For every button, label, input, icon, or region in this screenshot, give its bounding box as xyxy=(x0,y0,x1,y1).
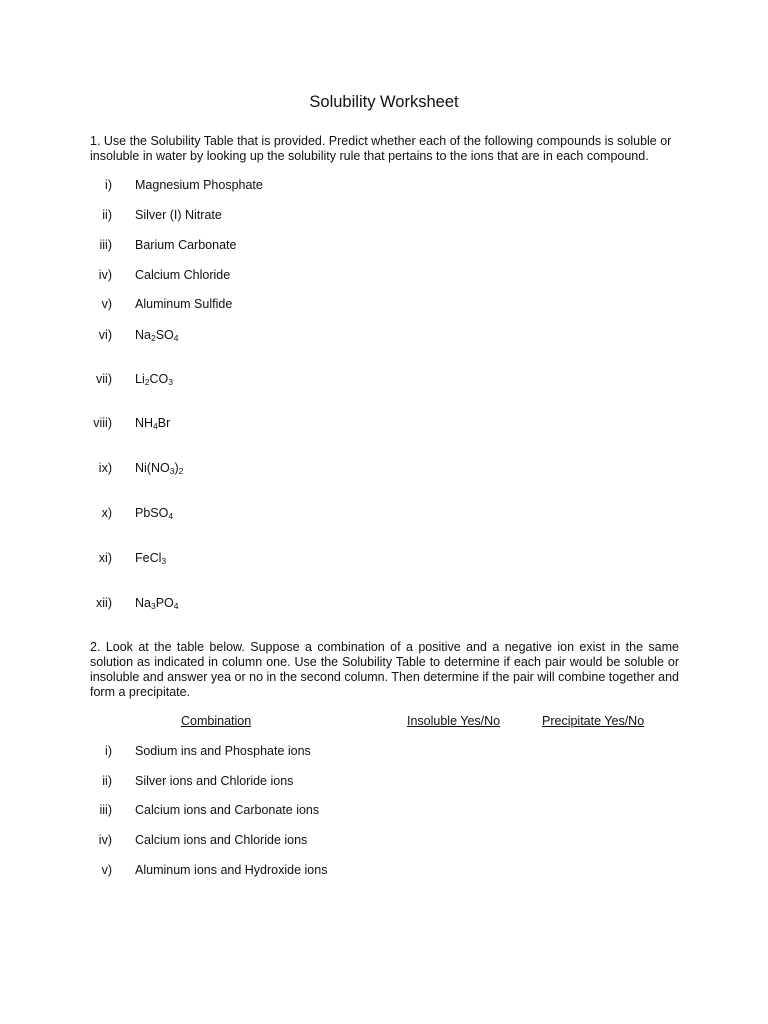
combination-row xyxy=(0,744,768,760)
insoluble-header: Insoluble Yes/No xyxy=(407,714,501,728)
item-number: vii) xyxy=(96,372,112,386)
compound-name xyxy=(135,596,179,610)
question-1-instructions: 1. Use the Solubility Table that is provided. Predict whether each of the following compounds is soluble or insoluble in water by looking up the solubility rule that pertains to the ions that are in each compound. xyxy=(90,134,672,163)
compound-name xyxy=(135,506,173,520)
row-number: iv) xyxy=(98,833,112,847)
formula-text: Na xyxy=(135,596,151,610)
subscript: 4 xyxy=(173,333,179,343)
compound-item xyxy=(0,208,768,224)
formula-text: Magnesium Phosphate xyxy=(135,178,263,192)
precipitate-header: Precipitate Yes/No xyxy=(542,714,645,728)
formula-text: CO xyxy=(149,372,169,386)
subscript: 2 xyxy=(178,466,184,476)
combination-row xyxy=(0,863,768,879)
formula-text: ) xyxy=(174,461,179,475)
item-number: iv) xyxy=(98,268,112,282)
ion-combination: Sodium ins and Phosphate ions xyxy=(135,744,311,758)
combination-row xyxy=(0,803,768,819)
combination-header: Combination xyxy=(181,714,252,728)
subscript: 4 xyxy=(173,601,179,611)
item-number: iii) xyxy=(99,238,112,252)
compound-item xyxy=(0,461,768,477)
compound-item xyxy=(0,596,768,612)
compound-name xyxy=(135,178,263,192)
formula-text: Li xyxy=(135,372,145,386)
formula-text: Na xyxy=(135,328,151,342)
item-number: vi) xyxy=(98,328,112,342)
compound-name xyxy=(135,372,173,386)
formula-text: Barium Carbonate xyxy=(135,238,237,252)
compound-item xyxy=(0,372,768,388)
question-2-instructions: 2. Look at the table below. Suppose a combination of a positive and a negative ion exist in the same solution as indicated in column one. Use the Solubility Table to determine if each pair would be soluble or insoluble and answer yea or no in the second column. Then determine if the pair will combine together and form a precipitate. xyxy=(90,640,680,699)
formula-text: PbSO xyxy=(135,506,169,520)
compound-name xyxy=(135,551,166,565)
compound-name xyxy=(135,461,183,475)
ion-combination: Aluminum ions and Hydroxide ions xyxy=(135,863,328,877)
row-number: i) xyxy=(105,744,112,758)
compound-item xyxy=(0,551,768,567)
subscript: 4 xyxy=(168,511,174,521)
compound-name xyxy=(135,208,222,222)
subscript: 4 xyxy=(153,421,158,431)
compound-name xyxy=(135,238,236,252)
formula-text: NH xyxy=(135,416,154,430)
compound-item xyxy=(0,506,768,522)
row-number: v) xyxy=(101,863,112,877)
worksheet-title: Solubility Worksheet xyxy=(309,93,459,111)
item-number: x) xyxy=(101,506,112,520)
row-number: ii) xyxy=(102,774,112,788)
compound-name xyxy=(135,268,230,282)
item-number: v) xyxy=(101,297,112,311)
subscript: 3 xyxy=(161,556,167,566)
item-number: xi) xyxy=(98,551,112,565)
combination-row xyxy=(0,833,768,849)
item-number: xii) xyxy=(96,596,112,610)
row-number: iii) xyxy=(99,803,112,817)
subscript: 3 xyxy=(150,601,156,611)
formula-text: SO xyxy=(155,328,174,342)
combination-row xyxy=(0,774,768,790)
formula-text: Br xyxy=(157,416,171,430)
subscript: 3 xyxy=(169,466,175,476)
compound-item xyxy=(0,238,768,254)
subscript: 3 xyxy=(168,377,173,387)
formula-text: Calcium Chloride xyxy=(135,268,231,282)
compound-name xyxy=(135,297,232,311)
formula-text: PO xyxy=(155,596,174,610)
compound-item xyxy=(0,416,768,432)
subscript: 2 xyxy=(150,333,156,343)
subscript: 2 xyxy=(144,377,150,387)
item-number: i) xyxy=(105,178,112,192)
item-number: ii) xyxy=(102,208,112,222)
ion-combination: Calcium ions and Chloride ions xyxy=(135,833,308,847)
ion-combination: Calcium ions and Carbonate ions xyxy=(135,803,320,817)
compound-item xyxy=(0,297,768,313)
ion-combination: Silver ions and Chloride ions xyxy=(135,774,294,788)
compound-item xyxy=(0,328,768,344)
formula-text: Silver (I) Nitrate xyxy=(135,208,222,222)
formula-text: Ni(NO xyxy=(135,461,170,475)
compound-name xyxy=(135,328,179,342)
formula-text: Aluminum Sulfide xyxy=(135,297,233,311)
compound-name xyxy=(135,416,170,430)
formula-text: FeCl xyxy=(135,551,162,565)
item-number: viii) xyxy=(93,416,112,430)
compound-item xyxy=(0,268,768,284)
item-number: ix) xyxy=(98,461,112,475)
compound-item xyxy=(0,178,768,194)
